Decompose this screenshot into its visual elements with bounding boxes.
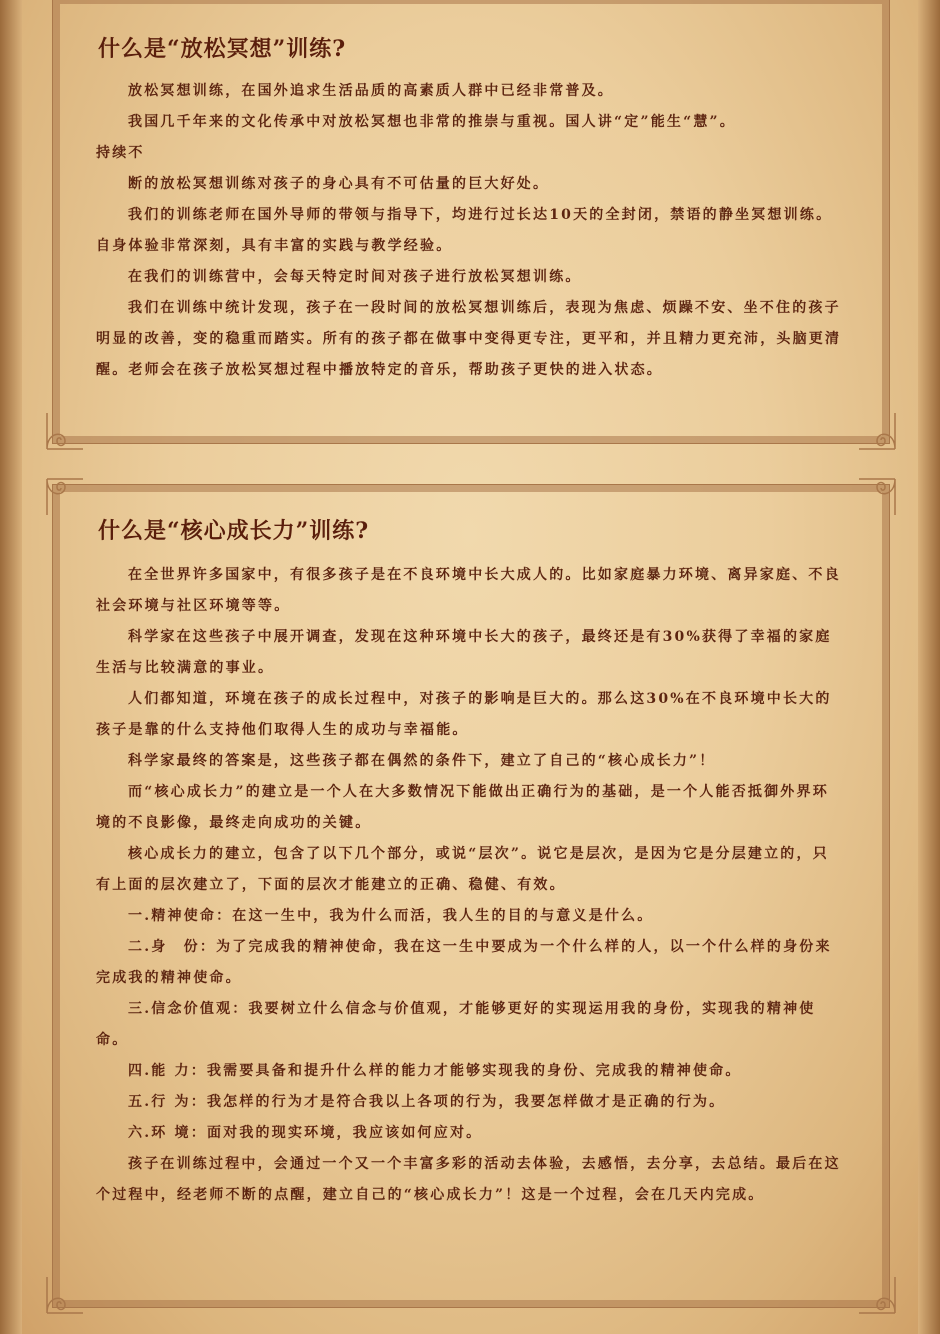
paragraph: 科学家最终的答案是，这些孩子都在偶然的条件下，建立了自己的“核心成长力”！ (128, 753, 716, 769)
corner-ornament-icon (41, 407, 89, 455)
paragraph: 在我们的训练营中，会每天特定时间对孩子进行放松冥想训练。 (128, 269, 582, 285)
corner-ornament-icon (41, 1271, 89, 1319)
paragraph: 核心成长力的建立，包含了以下几个部分，或说“层次”。说它是层次，是因为它是分层建立的，只有上面的层次建立了，下面的层次才能建立的正确、稳健、有效。 (96, 846, 829, 893)
section-1-title: 什么是“放松冥想”训练? (98, 36, 347, 62)
section-1-body (96, 76, 844, 386)
list-item: 一.精神使命：在这一生中，我为什么而活，我人生的目的与意义是什么。 (128, 908, 654, 924)
paragraph: 而“核心成长力”的建立是一个人在大多数情况下能做出正确行为的基础，是一个人能否抵御外界环境的不良影像，最终走向成功的关键。 (96, 784, 829, 831)
list-item: 五.行 为：我怎样的行为才是符合我以上各项的行为，我要怎样做才是正确的行为。 (128, 1094, 726, 1110)
corner-ornament-icon (41, 473, 89, 521)
paragraph: 放松冥想训练，在国外追求生活品质的高素质人群中已经非常普及。 (128, 83, 614, 99)
section-2-body (96, 560, 844, 1211)
corner-ornament-icon (853, 1271, 901, 1319)
paragraph: 孩子在训练过程中，会通过一个又一个丰富多彩的活动去体验，去感悟，去分享，去总结。最后在这个过程中，经老师不断的点醒，建立自己的“核心成长力”！这是一个过程，会在几天内完成。 (96, 1156, 841, 1203)
parchment-left-edge (0, 0, 22, 1334)
paragraph: 人们都知道，环境在孩子的成长过程中，对孩子的影响是巨大的。那么这30%在不良环境中长大的孩子是靠的什么支持他们取得人生的成功与幸福能。 (96, 691, 832, 738)
list-item: 四.能 力：我需要具备和提升什么样的能力才能够实现我的身份、完成我的精神使命。 (128, 1063, 742, 1079)
paragraph: 持续不 (96, 145, 145, 161)
paragraph: 我们在训练中统计发现，孩子在一段时间的放松冥想训练后，表现为焦虑、烦躁不安、坐不住的孩子明显的改善，变的稳重而踏实。所有的孩子都在做事中变得更专注，更平和，并且精力更充沛，头脑更清醒。老师会在孩子放松冥想过程中播放特定的音乐，帮助孩子更快的进入状态。 (96, 300, 842, 378)
list-item: 二.身 份：为了完成我的精神使命，我在这一生中要成为一个什么样的人，以一个什么样的身份来完成我的精神使命。 (96, 939, 832, 986)
paragraph: 我们的训练老师在国外导师的带领与指导下，均进行过长达10天的全封闭，禁语的静坐冥想训练。自身体验非常深刻，具有丰富的实践与教学经验。 (96, 207, 833, 254)
list-item: 三.信念价值观：我要树立什么信念与价值观，才能够更好的实现运用我的身份，实现我的精神使命。 (96, 1001, 816, 1048)
section-2-title: 什么是“核心成长力”训练? (98, 518, 370, 544)
list-item: 六.环 境：面对我的现实环境，我应该如何应对。 (128, 1125, 483, 1141)
corner-ornament-icon (853, 407, 901, 455)
paragraph: 在全世界许多国家中，有很多孩子是在不良环境中长大成人的。比如家庭暴力环境、离异家庭、不良社会环境与社区环境等等。 (96, 567, 841, 614)
paragraph: 断的放松冥想训练对孩子的身心具有不可估量的巨大好处。 (128, 176, 550, 192)
parchment-right-edge (918, 0, 940, 1334)
paragraph: 科学家在这些孩子中展开调查，发现在这种环境中长大的孩子，最终还是有30%获得了幸福的家庭生活与比较满意的事业。 (96, 629, 832, 676)
paragraph: 我国几千年来的文化传承中对放松冥想也非常的推崇与重视。国人讲“定”能生“慧”。 (128, 114, 737, 130)
corner-ornament-icon (853, 473, 901, 521)
